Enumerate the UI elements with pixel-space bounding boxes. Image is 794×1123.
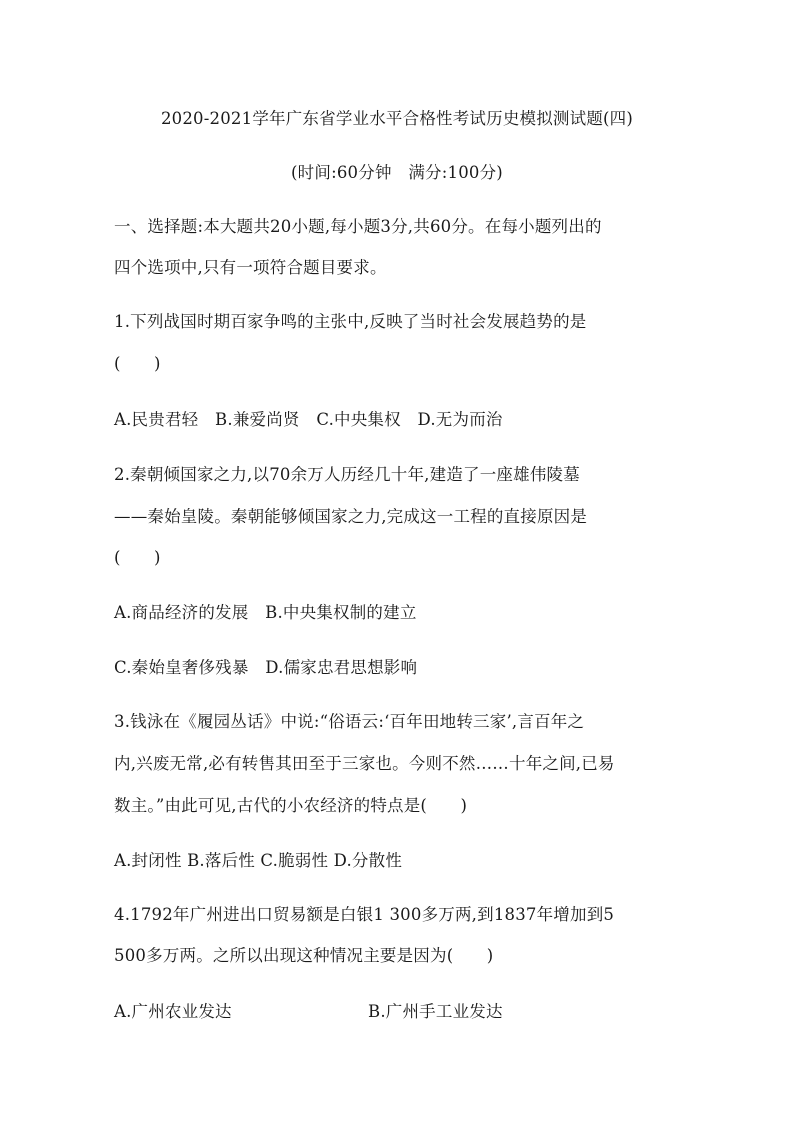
question-2-options-line-1: A.商品经济的发展 B.中央集权制的建立 xyxy=(114,603,417,622)
question-1-stem-line-1: 1.下列战国时期百家争鸣的主张中,反映了当时社会发展趋势的是 xyxy=(114,312,587,331)
question-2-answer-blank: ( ) xyxy=(114,548,161,567)
question-4-stem-line-1: 4.1792年广州进出口贸易额是白银1 300多万两,到1837年增加到5 xyxy=(114,905,615,924)
question-3-stem-line-3: 数主。”由此可见,古代的小农经济的特点是( ) xyxy=(114,796,468,815)
exam-time-and-score: (时间:60分钟 满分:100分) xyxy=(291,163,503,182)
question-3-stem-line-1: 3.钱泳在《履园丛话》中说:“俗语云:‘百年田地转三家’,言百年之 xyxy=(114,712,585,731)
question-4-option-a: A.广州农业发达 xyxy=(114,1002,232,1021)
question-2-stem-line-1: 2.秦朝倾国家之力,以70余万人历经几十年,建造了一座雄伟陵墓 xyxy=(114,465,580,484)
question-4-options-row xyxy=(114,1001,704,1023)
question-3-stem-line-2: 内,兴废无常,必有转售其田至于三家也。今则不然……十年之间,已易 xyxy=(114,754,615,773)
question-1-options: A.民贵君轻 B.兼爱尚贤 C.中央集权 D.无为而治 xyxy=(114,410,503,429)
document-title: 2020-2021学年广东省学业水平合格性考试历史模拟测试题(四) xyxy=(160,109,634,128)
section-instructions-line-1: 一、选择题:本大题共20小题,每小题3分,共60分。在每小题列出的 xyxy=(114,217,602,236)
question-1-answer-blank: ( ) xyxy=(114,354,161,373)
section-instructions-line-2: 四个选项中,只有一项符合题目要求。 xyxy=(114,258,387,277)
question-2-options-line-2: C.秦始皇奢侈残暴 D.儒家忠君思想影响 xyxy=(114,658,418,677)
question-4-option-b: B.广州手工业发达 xyxy=(368,1002,503,1021)
question-4-stem-line-2: 500多万两。之所以出现这种情况主要是因为( ) xyxy=(114,946,494,965)
question-3-options: A.封闭性 B.落后性 C.脆弱性 D.分散性 xyxy=(114,851,403,870)
question-2-stem-line-2: ——秦始皇陵。秦朝能够倾国家之力,完成这一工程的直接原因是 xyxy=(114,507,588,526)
